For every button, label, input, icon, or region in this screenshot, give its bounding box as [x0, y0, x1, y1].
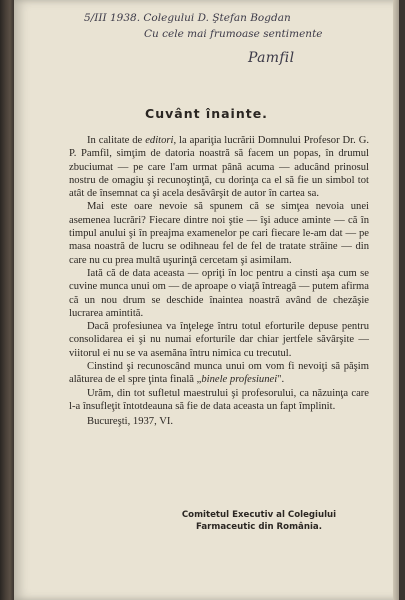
- paragraph-text: Mai este oare nevoie să spunem că se simţea nevoia unei asemenea lucrări? Fiecare dintre noi ştie — îşi aduce aminte — că în timpul anului şi în preajma examenelor pe cari fiecare le-am dat — pe masa noastră de lucru se odihneau fel de fel de tratate străine — din care nu cu prea multă uşurinţă cercetam şi asimilam.: [69, 201, 369, 266]
- paragraph: [69, 134, 369, 200]
- paragraph: [69, 267, 369, 320]
- committee-line-2: Farmaceutic din România.: [196, 522, 322, 532]
- handwritten-dedication: [84, 10, 384, 66]
- handwritten-signature: Pamfil: [248, 50, 295, 66]
- dedication-line-2: Cu cele mai frumoase sentimente: [144, 28, 323, 40]
- place-date: Bucureşti, 1937, VI.: [87, 416, 174, 428]
- committee-signature: [164, 509, 354, 533]
- committee-line-1: Comitetul Executiv al Colegiului: [181, 510, 337, 520]
- paragraph-text: Dacă profesiunea va înţelege întru totul eforturile depuse pentru consolidarea ei şi nu numai eforturile dar chiar jertfele săvârşite — viitorul ei nu se va asemăna întru nimica cu trecutul.: [69, 321, 369, 359]
- preface-text: [69, 134, 369, 429]
- paragraph: [69, 200, 369, 266]
- paragraph-text: Cinstind şi recunoscând munca unui om vom fi nevoiţi să păşim alăturea de el spre ţinta finală „: [69, 361, 369, 386]
- paragraph-text: Iată că de data aceasta — opriţi în loc pentru a cinsti aşa cum se cuvine munca unui om — de aproape o viaţă întreagă — putem afirma că un nou drum se deschide înaintea noastră având de chezăşie lucrarea amintită.: [69, 267, 369, 319]
- paragraph-text: Urăm, din tot sufletul maestrului şi profesorului, ca năzuinţa care l-a însufleţit întotdeauna să fie de data aceasta un fapt împlinit.: [69, 387, 369, 412]
- book-page: [14, 0, 399, 600]
- emphasis-text: binele profesiunei: [201, 374, 278, 386]
- paragraph-text: ".: [277, 374, 285, 386]
- page-edge: [393, 0, 399, 600]
- dedication-line-1: 5/III 1938. Colegului D. Ştefan Bogdan: [84, 12, 291, 24]
- emphasis-text: editori: [145, 135, 174, 146]
- paragraph-text: In calitate de: [87, 135, 146, 146]
- paragraph: [69, 320, 369, 360]
- paragraph: [69, 387, 369, 414]
- paragraph: [69, 360, 369, 387]
- page-title: Cuvânt înainte.: [145, 106, 268, 121]
- paragraph-text: , la apariţia lucrării Domnului Profesor Dr. G. P. Pamfil, simţim de datoria noastră să facem un popas, în drumul zbuciumat — pe care l'am urmat până acuma — aducând prinosul nostru de omagiu şi recunoştinţă, cu dorinţa ca el să fie un simbol tot atât de însemnat ca şi acela desăvârşit de autor în cartea sa.: [69, 135, 369, 200]
